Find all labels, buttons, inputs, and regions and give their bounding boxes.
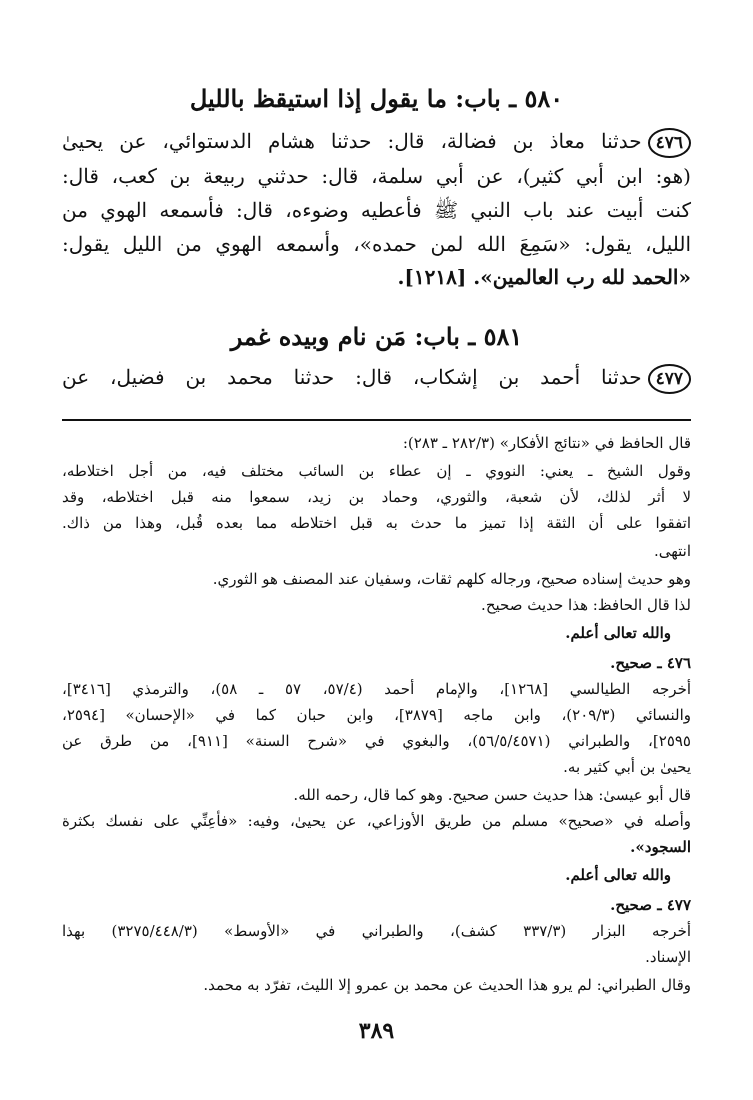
hadith-476-line-2: (هو: ابن أبي كثير)، عن أبي سلمة، قال: حدثني ربيعة بن كعب، قال: — [62, 164, 691, 188]
footnote-line: لا أثر لذلك، لأن شعبة، والثوري، وحماد بن زيد، سمعوا منه قبل اختلاطه، وقد — [62, 488, 692, 506]
chapter-heading-580: ٥٨٠ ـ باب: ما يقول إذا استيقظ بالليل — [189, 84, 564, 113]
hadith-476-line-5: «الحمد لله رب العالمين». [١٢١٨]. — [397, 265, 691, 289]
footnote-line: وهو حديث إسناده صحيح، ورجاله كلهم ثقات، وسفيان عند المصنف هو الثوري. — [212, 570, 691, 588]
note-477-line: الإسناد. — [645, 948, 691, 966]
note-477-title: ٤٧٧ ـ صحيح. — [610, 896, 691, 914]
hadith-476-line-3: كنت أبيت عند باب النبي ﷺ فأعطيه وضوءه، قال: فأسمعه الهوي من — [62, 198, 691, 222]
note-477-line: وقال الطبراني: لم يرو هذا الحديث عن محمد بن عمرو إلا الليث، تفرّد به محمد. — [203, 976, 691, 994]
note-476-title: ٤٧٦ ـ صحيح. — [610, 654, 691, 672]
hadith-476-line-4: الليل، يقول: «سَمِعَ الله لمن حمده»، وأسمعه الهوي من الليل يقول: — [62, 232, 691, 256]
note-476-line: السجود». — [630, 838, 691, 856]
hadith-number-badge: ٤٧٦ — [648, 128, 691, 158]
hadith-number-badge: ٤٧٧ — [648, 364, 691, 394]
chapter-heading-581: ٥٨١ ـ باب: مَن نام وبيده غمر — [230, 322, 523, 351]
note-476-line: والنسائي (٢٠٩/٣)، وابن ماجه [٣٨٧٩]، وابن حبان كما في «الإحسان» [٢٥٩٤، — [62, 706, 691, 724]
note-476-line: يحيىٰ بن أبي كثير به. — [563, 758, 691, 776]
footnote-line: انتهى. — [653, 542, 691, 560]
closing-formula: والله تعالى أعلم. — [565, 624, 671, 642]
hadith-476-line-1: ٤٧٦حدثنا معاذ بن فضالة، قال: حدثنا هشام الدستوائي، عن يحيىٰ — [62, 128, 691, 158]
footnote-line: وقول الشيخ ـ يعني: النووي ـ إن عطاء بن السائب مختلف فيه، من أجل اختلاطه، — [62, 462, 691, 480]
note-476-line: وأصله في «صحيح» مسلم من طريق الأوزاعي، عن يحيىٰ، وفيه: «فأعِنِّي على نفسك بكثرة — [62, 812, 691, 830]
footnote-line: اتفقوا على أن الثقة إذا تميز ما حدث به قبل اختلاطه مما بعده قُبل، وهذا من ذاك. — [62, 514, 691, 532]
closing-formula: والله تعالى أعلم. — [565, 866, 671, 884]
note-476-line: قال أبو عيسىٰ: هذا حديث حسن صحيح. وهو كما قال، رحمه الله. — [293, 786, 691, 804]
note-477-line: أخرجه البزار (٣٣٧/٣ كشف)، والطبراني في «الأوسط» (٣٢٧٥/٤٤٨/٣) بهذا — [62, 922, 692, 940]
hadith-477-line-1: ٤٧٧حدثنا أحمد بن إشكاب، قال: حدثنا محمد بن فضيل، عن — [62, 364, 691, 394]
footnote-separator — [62, 419, 691, 421]
footnote-line: لذا قال الحافظ: هذا حديث صحيح. — [481, 596, 691, 614]
book-page — [62, 0, 691, 1100]
footnote-line: قال الحافظ في «نتائج الأفكار» (٢٨٢/٣ ـ ٢٨٣): — [402, 434, 691, 452]
page-number: ٣٨٩ — [358, 1018, 395, 1044]
note-476-line: أخرجه الطيالسي [١٢٦٨]، والإمام أحمد (٥٧/٤، ٥٧ ـ ٥٨)، والترمذي [٣٤١٦]، — [62, 680, 692, 698]
note-476-line: ٢٥٩٥]، والطبراني (٥٦/٥/٤٥٧١)، والبغوي في «شرح السنة» [٩١١]، من طرق عن — [62, 732, 691, 750]
